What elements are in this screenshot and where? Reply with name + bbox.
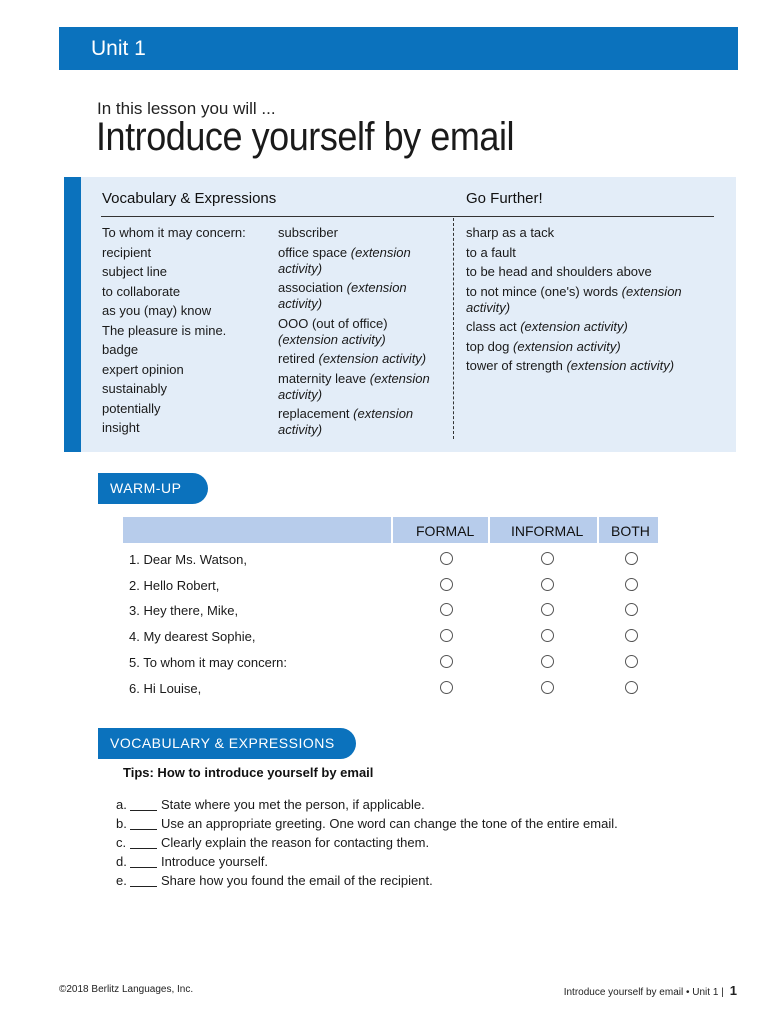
vocabulary-item	[102, 362, 272, 378]
list-item	[116, 854, 268, 869]
column-informal: INFORMAL	[511, 523, 584, 539]
vocabulary-heading: Vocabulary & Expressions	[102, 190, 277, 207]
greeting-text: 4. My dearest Sophie,	[129, 629, 256, 645]
tip-text: State where you met the person, if applicable.	[161, 797, 425, 812]
go-further-item	[466, 284, 706, 316]
vocabulary-item	[278, 351, 444, 367]
greeting-text: 2. Hello Robert,	[129, 577, 220, 593]
table-row	[123, 599, 658, 624]
go-further-item	[466, 264, 706, 280]
vocabulary-item	[102, 323, 272, 339]
go-further-list	[466, 225, 706, 378]
unit-banner	[59, 27, 738, 70]
table-row	[123, 651, 658, 676]
go-further-item-text: class act	[466, 319, 517, 334]
radio-formal[interactable]	[440, 681, 453, 694]
vocabulary-item-text: To whom it may concern:	[102, 225, 246, 240]
tip-text: Use an appropriate greeting. One word can change the tone of the entire email.	[161, 816, 618, 831]
extension-activity-note: (extension activity)	[520, 319, 628, 334]
greeting-text: 3. Hey there, Mike,	[129, 603, 239, 619]
item-letter: d.	[116, 854, 127, 869]
tip-text: Clearly explain the reason for contacting them.	[161, 835, 430, 850]
extension-activity-note: (extension activity)	[566, 358, 675, 373]
radio-both[interactable]	[625, 578, 638, 591]
greeting-text: 1. Dear Ms. Watson,	[129, 552, 247, 567]
vocabulary-item	[102, 401, 272, 417]
list-item	[116, 797, 425, 812]
answer-blank[interactable]	[130, 875, 157, 887]
warm-up-label: WARM-UP	[98, 473, 208, 504]
vocabulary-item-text: potentially	[102, 400, 161, 416]
radio-informal[interactable]	[541, 603, 554, 616]
list-item	[116, 835, 429, 850]
go-further-item	[466, 245, 706, 261]
vocabulary-item-text: sustainably	[102, 381, 168, 396]
go-further-item	[466, 339, 706, 355]
item-letter: e.	[116, 873, 127, 888]
vocabulary-item	[278, 371, 444, 403]
footer-copyright: ©2018 Berlitz Languages, Inc.	[59, 984, 194, 995]
vocabulary-item	[102, 245, 272, 261]
radio-formal[interactable]	[440, 578, 453, 591]
tip-text: Share how you found the email of the recipient.	[161, 873, 433, 888]
warm-up-table-header	[123, 517, 658, 543]
column-both: BOTH	[611, 523, 650, 539]
radio-informal[interactable]	[541, 578, 554, 591]
vocabulary-item	[102, 342, 272, 358]
extension-activity-note: (extension activity)	[513, 338, 621, 354]
vocabulary-panel-accent-bar	[64, 177, 81, 452]
radio-both[interactable]	[625, 681, 638, 694]
table-row	[123, 574, 658, 599]
item-letter: c.	[116, 835, 127, 850]
table-row	[123, 548, 658, 573]
extension-activity-note: (extension activity)	[278, 244, 411, 276]
vocabulary-item	[278, 280, 444, 312]
list-item	[116, 816, 618, 831]
vocabulary-item-text: insight	[102, 420, 140, 435]
vocabulary-item-text: recipient	[102, 244, 152, 260]
go-further-item-text: sharp as a tack	[466, 225, 555, 240]
answer-blank[interactable]	[130, 837, 157, 849]
extension-activity-note: (extension activity)	[278, 280, 407, 311]
vocabulary-item-text: The pleasure is mine.	[102, 322, 227, 338]
radio-informal[interactable]	[541, 655, 554, 668]
greeting-text: 6. Hi Louise,	[129, 680, 202, 696]
radio-formal[interactable]	[440, 629, 453, 642]
extension-activity-note: (extension activity)	[278, 331, 386, 347]
vocabulary-item	[102, 225, 272, 241]
footer-page-info	[564, 983, 737, 998]
extension-activity-note: (extension activity)	[466, 283, 682, 315]
extension-activity-note: (extension activity)	[278, 370, 430, 402]
vocabulary-item-text: replacement	[278, 406, 350, 421]
vocabulary-item-text: retired	[278, 351, 315, 366]
vocabulary-item-text: maternity leave	[278, 370, 367, 386]
lesson-intro: In this lesson you will ...	[97, 99, 276, 118]
radio-informal[interactable]	[541, 552, 554, 565]
vocabulary-item	[278, 225, 444, 241]
header-separator	[391, 517, 393, 543]
table-row	[123, 625, 658, 650]
table-row	[123, 677, 658, 702]
vocabulary-item-text: office space	[278, 244, 348, 260]
vocabulary-item	[278, 316, 444, 348]
extension-activity-note: (extension activity)	[318, 351, 427, 366]
vocabulary-item-text: as you (may) know	[102, 303, 212, 318]
vocabulary-list-1	[102, 225, 272, 440]
go-further-item	[466, 319, 706, 335]
page-title: Introduce yourself by email	[96, 115, 515, 159]
extension-activity-note: (extension activity)	[278, 406, 414, 437]
go-further-item	[466, 225, 706, 241]
radio-formal[interactable]	[440, 552, 453, 565]
vocabulary-item	[102, 303, 272, 319]
radio-both[interactable]	[625, 552, 638, 565]
tips-title: Tips: How to introduce yourself by email	[123, 765, 374, 780]
go-further-item-text: to be head and shoulders above	[466, 264, 652, 279]
vocabulary-item-text: badge	[102, 342, 139, 357]
vocabulary-item-text: to collaborate	[102, 283, 181, 299]
header-separator	[597, 517, 599, 543]
radio-informal[interactable]	[541, 629, 554, 642]
column-formal: FORMAL	[416, 523, 475, 539]
go-further-item-text: to not mince (one's) words	[466, 283, 619, 299]
go-further-heading: Go Further!	[466, 190, 543, 207]
radio-formal[interactable]	[440, 603, 453, 616]
go-further-item	[466, 358, 706, 374]
item-letter: a.	[116, 797, 127, 812]
header-separator	[488, 517, 490, 543]
vocabulary-item-text: association	[278, 280, 344, 295]
radio-formal[interactable]	[440, 655, 453, 668]
radio-informal[interactable]	[541, 681, 554, 694]
vocabulary-item-text: expert opinion	[102, 361, 184, 377]
vocabulary-item-text: subscriber	[278, 225, 338, 240]
vocabulary-expressions-label: VOCABULARY & EXPRESSIONS	[98, 728, 356, 759]
radio-both[interactable]	[625, 629, 638, 642]
radio-both[interactable]	[625, 603, 638, 616]
vocabulary-item	[102, 381, 272, 397]
go-further-item-text: top dog	[466, 338, 510, 354]
answer-blank[interactable]	[130, 818, 157, 830]
vocabulary-heading-rule	[101, 216, 714, 217]
vocabulary-item	[102, 264, 272, 280]
go-further-item-text: to a fault	[466, 244, 516, 260]
item-letter: b.	[116, 816, 127, 831]
greeting-text: 5. To whom it may concern:	[129, 654, 287, 670]
vocabulary-item	[102, 420, 272, 436]
go-further-item-text: tower of strength	[466, 358, 563, 373]
vocabulary-item-text: subject line	[102, 264, 168, 279]
answer-blank[interactable]	[130, 856, 157, 868]
footer-lesson-unit: Introduce yourself by email • Unit 1 |	[563, 987, 724, 998]
vocabulary-item	[278, 406, 444, 438]
radio-both[interactable]	[625, 655, 638, 668]
unit-label: Unit 1	[91, 37, 146, 60]
list-item	[116, 873, 433, 888]
vocabulary-item-text: OOO (out of office)	[278, 315, 388, 331]
vocabulary-list-2	[278, 225, 444, 442]
tip-text: Introduce yourself.	[161, 854, 268, 869]
vocabulary-item	[102, 284, 272, 300]
vocabulary-column-divider	[453, 218, 454, 439]
vocabulary-item	[278, 245, 444, 277]
page-number: 1	[729, 983, 737, 998]
answer-blank[interactable]	[130, 799, 157, 811]
